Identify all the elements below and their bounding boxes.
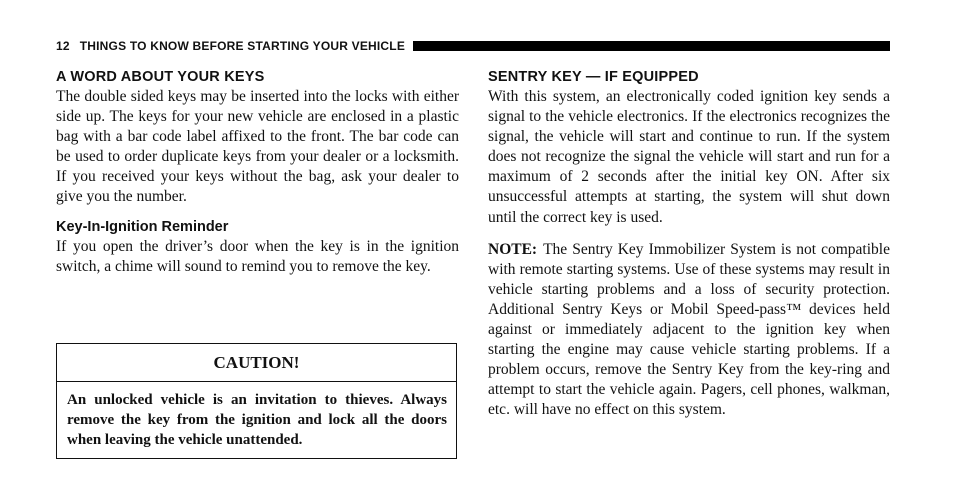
- reminder-paragraph: If you open the driver’s door when the key is in the ignition switch, a chime will sound to remind you to remove the key.: [56, 237, 459, 275]
- page-number: 12: [56, 39, 70, 53]
- section-heading-keys: A WORD ABOUT YOUR KEYS: [56, 69, 265, 85]
- caution-body: An unlocked vehicle is an invitation to thieves. Always remove the key from the ignition and lock all the doors when leaving the vehicle unattended.: [67, 392, 447, 448]
- note-text: The Sentry Key Immobilizer System is not compatible with remote starting systems. Use of these systems may result in vehicle starting problems and a loss of security protection. Additional Sentry Keys or Mobil Speed-pass™ devices held against or immediately adjacent to the ignition key when starting the engine may cause vehicle starting problems. If a problem occurs, remove the Sentry Key from the key-ring and attempt to start the vehicle again. Pagers, cell phones, walkman, etc. will have no effect on this system.: [488, 240, 890, 419]
- keys-paragraph: The double sided keys may be inserted into the locks with either side up. The keys for your new vehicle are enclosed in a plastic bag with a bar code label affixed to the front. The bar code can be used to order duplicate keys from your dealer or a locksmith. If you received your keys without the bag, ask your dealer to give you the number.: [56, 88, 459, 206]
- running-title: THINGS TO KNOW BEFORE STARTING YOUR VEHICLE: [79, 39, 406, 53]
- caution-title: CAUTION!: [57, 344, 456, 382]
- subheading-key-in-ignition: Key-In-Ignition Reminder: [56, 218, 229, 235]
- page-header: [56, 37, 890, 55]
- note-label: NOTE:: [488, 240, 538, 258]
- right-column: [488, 67, 890, 421]
- left-column: [56, 67, 459, 277]
- header-rule: [413, 41, 890, 51]
- sentry-paragraph: With this system, an electronically coded ignition key sends a signal to the vehicle electronics. If the electronics recognizes the signal, the vehicle will start and continue to run. If the system does not recognize the signal the vehicle will start and run for a maximum of 2 seconds after the initial key ON. After six unsuccessful attempts at starting, the system will shut down until the correct key is used.: [488, 88, 890, 226]
- section-heading-sentry-key: SENTRY KEY — IF EQUIPPED: [488, 69, 699, 85]
- caution-box: [56, 343, 457, 459]
- note-paragraph: [488, 240, 890, 421]
